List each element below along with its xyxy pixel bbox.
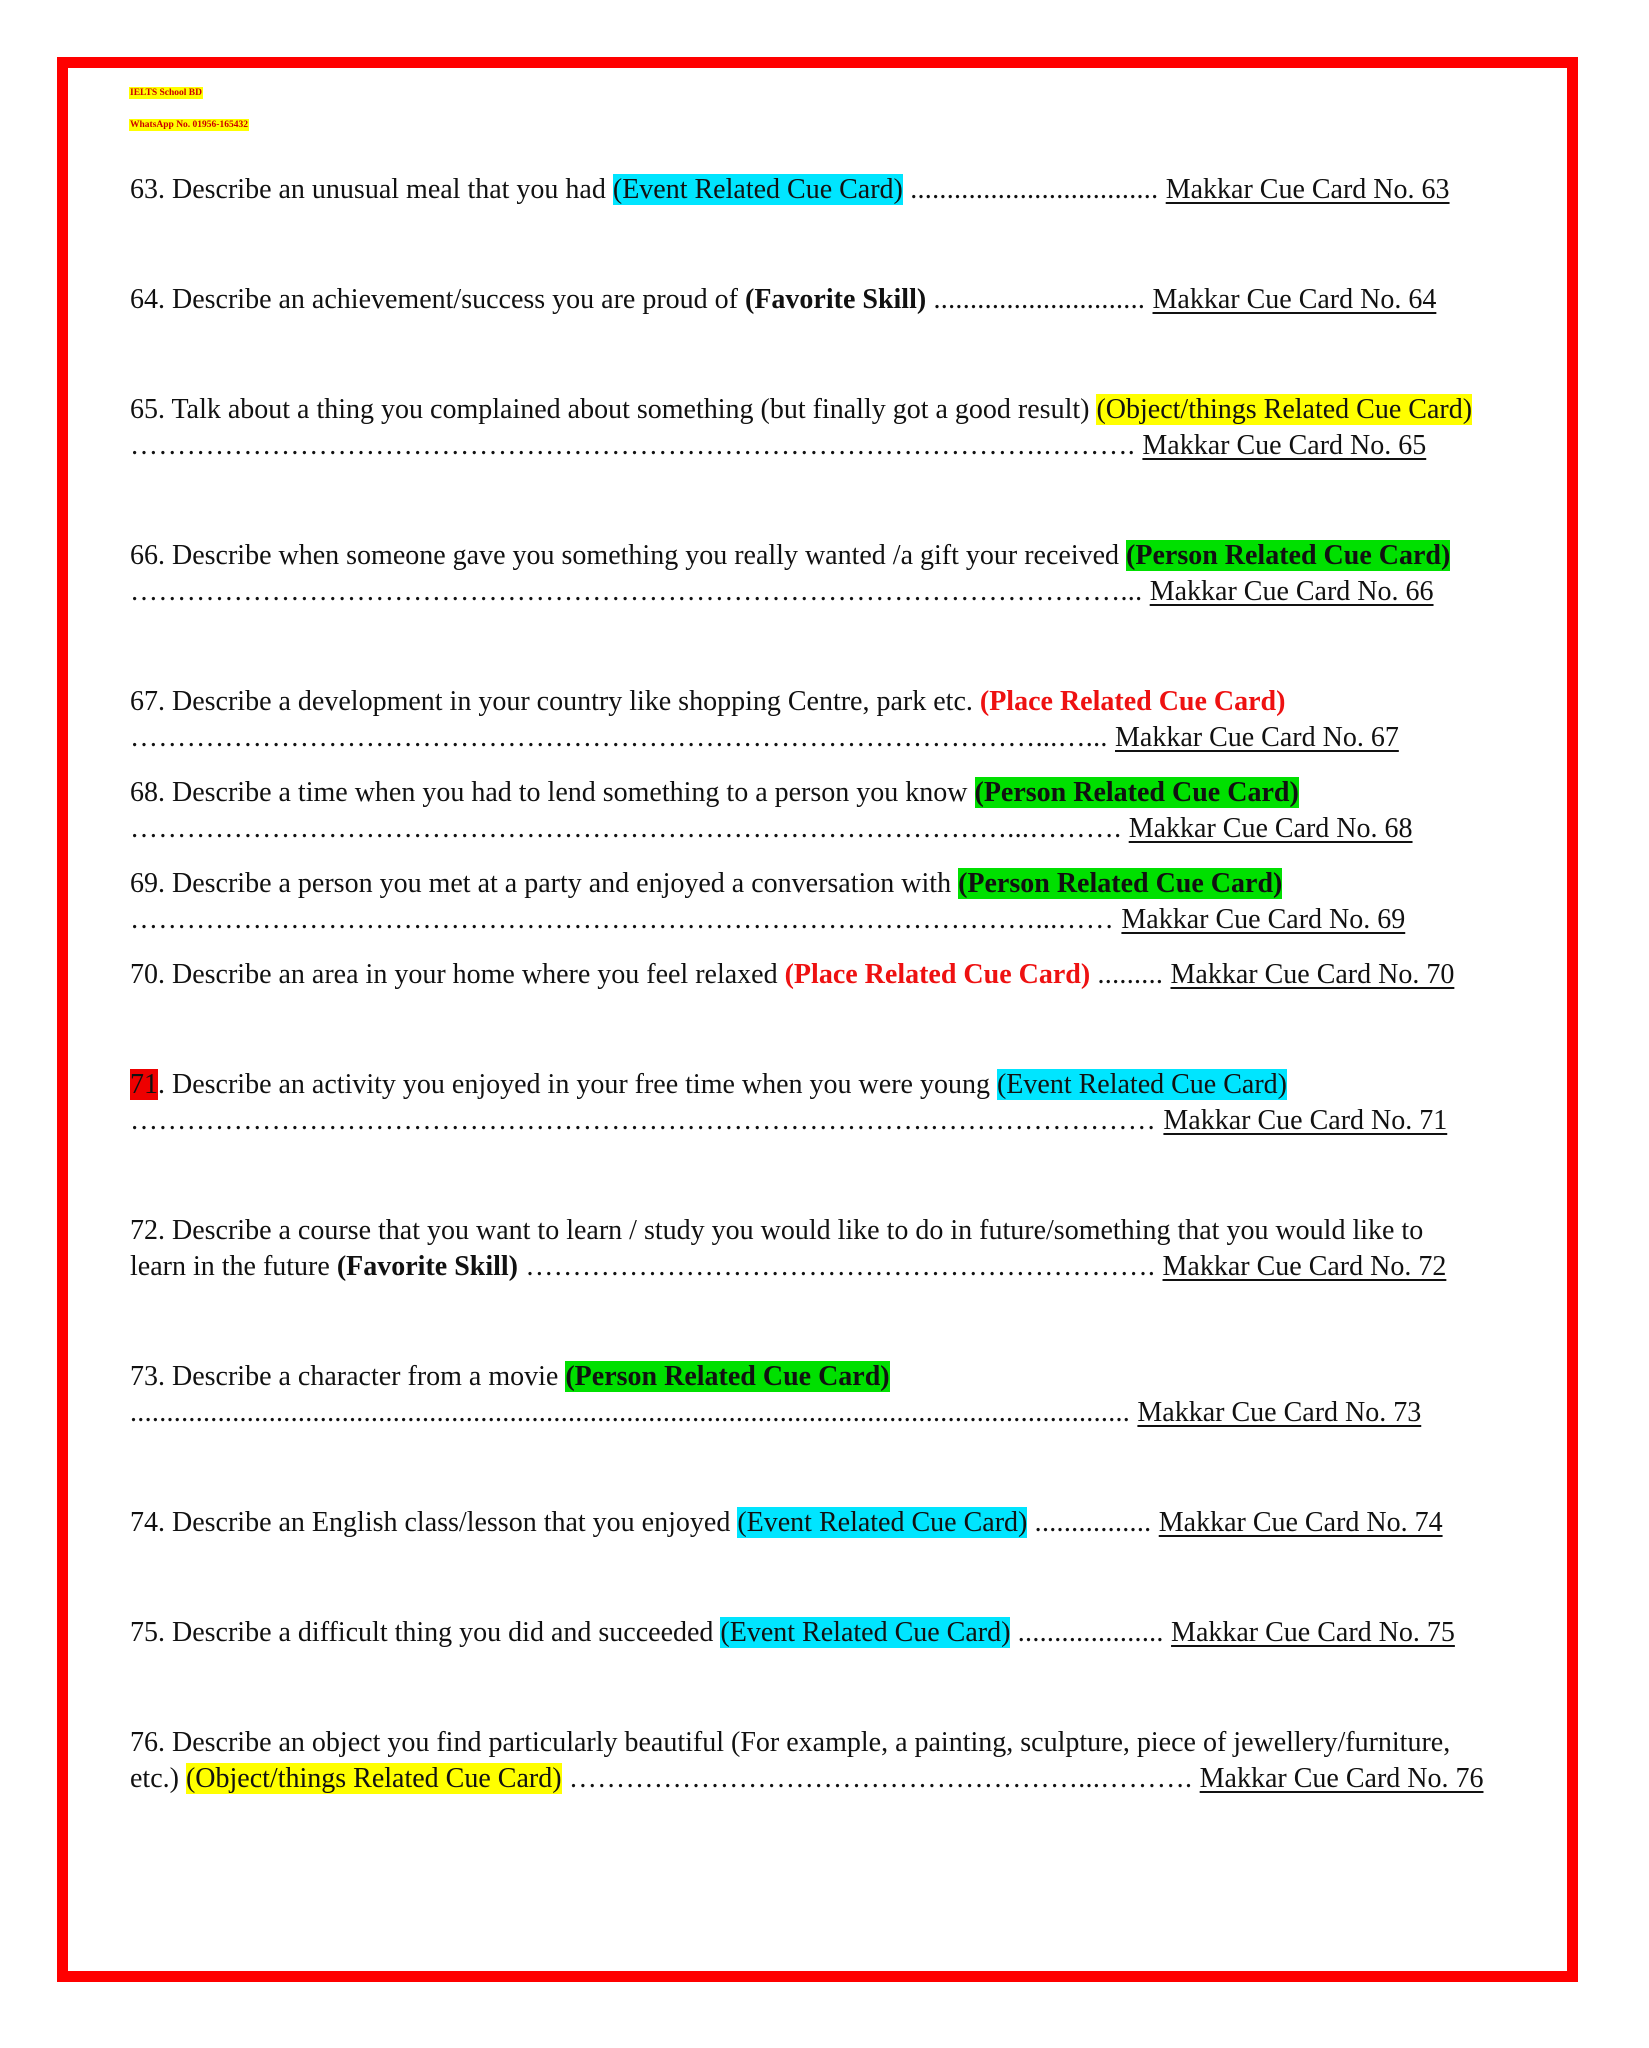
list-item [130, 1726, 1450, 1760]
leader-dots: ............................. [926, 284, 1153, 315]
cue-card-reference: Makkar Cue Card No. 69 [1121, 904, 1406, 935]
leader-dots: .................................. [902, 174, 1166, 205]
list-item [130, 1068, 1287, 1102]
whatsapp-number: WhatsApp No. 01956-165432 [130, 120, 248, 130]
category-tag: (Event Related Cue Card) [996, 1069, 1287, 1100]
category-tag: (Object/things Related Cue Card) [185, 1763, 562, 1794]
item-text: 66. Describe when someone gave you something you really wanted /a gift your received [130, 540, 1127, 571]
item-text: 68. Describe a time when you had to lend something to a person you know [130, 777, 975, 808]
list-item-continuation [130, 429, 1426, 463]
leader-dots: ……………………………………………………………………………………...…… [130, 904, 1122, 935]
cue-card-reference: Makkar Cue Card No. 63 [1165, 174, 1450, 205]
leader-dots: …………………………………………………………………………………...………. [130, 813, 1129, 844]
list-item [130, 539, 1450, 573]
item-text: etc.) [130, 1763, 186, 1794]
page-border [57, 57, 1578, 1982]
list-item [130, 685, 1285, 719]
cue-card-reference: Makkar Cue Card No. 71 [1163, 1105, 1448, 1136]
cue-card-reference: Makkar Cue Card No. 74 [1158, 1507, 1443, 1538]
item-text: 70. Describe an area in your home where you feel relaxed [130, 959, 785, 990]
list-item [130, 1506, 1443, 1540]
cue-card-reference: Makkar Cue Card No. 70 [1170, 959, 1455, 990]
list-item-continuation [130, 1104, 1447, 1138]
list-item [130, 776, 1299, 810]
leader-dots: ......................................................................................................................................... [130, 1397, 1138, 1428]
cue-card-reference: Makkar Cue Card No. 76 [1199, 1763, 1484, 1794]
leader-dots: ................ [1027, 1507, 1159, 1538]
category-tag: (Event Related Cue Card) [737, 1507, 1028, 1538]
item-text: 73. Describe a character from a movie [130, 1361, 566, 1392]
cue-card-reference: Makkar Cue Card No. 65 [1142, 430, 1427, 461]
item-text: 72. Describe a course that you want to learn / study you would like to do in future/something that you would like to [130, 1215, 1424, 1246]
item-text: 65. Talk about a thing you complained about something (but finally got a good result) [130, 394, 1097, 425]
category-tag: (Place Related Cue Card) [784, 959, 1091, 990]
item-number-highlight: 71 [130, 1069, 158, 1100]
item-text: . Describe an activity you enjoyed in your free time when you were young [158, 1069, 997, 1100]
list-item-continuation [130, 1396, 1421, 1430]
item-text: 64. Describe an achievement/success you are proud of [130, 284, 745, 315]
list-item-continuation [130, 1250, 1446, 1284]
list-item-continuation [130, 1762, 1483, 1796]
leader-dots: .................... [1010, 1617, 1172, 1648]
item-text: learn in the future [130, 1251, 337, 1282]
list-item [130, 958, 1454, 992]
cue-card-reference: Makkar Cue Card No. 66 [1149, 576, 1434, 607]
item-text: 74. Describe an English class/lesson that you enjoyed [130, 1507, 738, 1538]
category-tag: (Person Related Cue Card) [1126, 540, 1451, 571]
item-text: 69. Describe a person you met at a party and enjoyed a conversation with [130, 868, 959, 899]
item-text: 75. Describe a difficult thing you did and succeeded [130, 1617, 721, 1648]
item-text: 67. Describe a development in your country like shopping Centre, park etc. [130, 686, 980, 717]
leader-dots: ……………………………………………………………………………………...…... [130, 722, 1115, 753]
leader-dots: …………………………………………………………………………………….………. [130, 430, 1143, 461]
cue-card-reference: Makkar Cue Card No. 67 [1115, 722, 1399, 753]
category-tag: (Object/things Related Cue Card) [1096, 394, 1473, 425]
leader-dots: ………………………………………………...………. [561, 1763, 1200, 1794]
list-item-continuation [130, 721, 1399, 755]
list-item [130, 173, 1450, 207]
category-tag: (Place Related Cue Card) [979, 686, 1286, 717]
cue-card-reference: Makkar Cue Card No. 72 [1162, 1251, 1447, 1282]
list-item [130, 1360, 890, 1394]
leader-dots: ………………………………………………………………………….…………………… [130, 1105, 1164, 1136]
cue-card-reference: Makkar Cue Card No. 64 [1152, 284, 1437, 315]
cue-card-reference: Makkar Cue Card No. 68 [1128, 813, 1413, 844]
category-tag: (Event Related Cue Card) [612, 174, 903, 205]
item-text: 63. Describe an unusual meal that you had [130, 174, 613, 205]
leader-dots: ……………………………………………………………………………………………... [130, 576, 1150, 607]
cue-card-reference: Makkar Cue Card No. 75 [1171, 1617, 1455, 1648]
category-tag: (Person Related Cue Card) [958, 868, 1283, 899]
category-tag: (Favorite Skill) [745, 284, 927, 315]
list-item [130, 1616, 1455, 1650]
category-tag: (Event Related Cue Card) [720, 1617, 1011, 1648]
list-item [130, 393, 1472, 427]
list-item [130, 1214, 1423, 1248]
school-name: IELTS School BD [130, 88, 202, 98]
cue-card-reference: Makkar Cue Card No. 73 [1137, 1397, 1422, 1428]
leader-dots: …………………………………………………………. [518, 1251, 1163, 1282]
list-item-continuation [130, 812, 1413, 846]
category-tag: (Person Related Cue Card) [565, 1361, 890, 1392]
leader-dots: ......... [1090, 959, 1171, 990]
list-item-continuation [130, 575, 1434, 609]
list-item [130, 867, 1282, 901]
item-text: 76. Describe an object you find particularly beautiful (For example, a painting, sculpture, piece of jewellery/furniture, [130, 1727, 1451, 1758]
category-tag: (Person Related Cue Card) [974, 777, 1299, 808]
list-item-continuation [130, 903, 1405, 937]
category-tag: (Favorite Skill) [336, 1251, 519, 1282]
list-item [130, 283, 1436, 317]
